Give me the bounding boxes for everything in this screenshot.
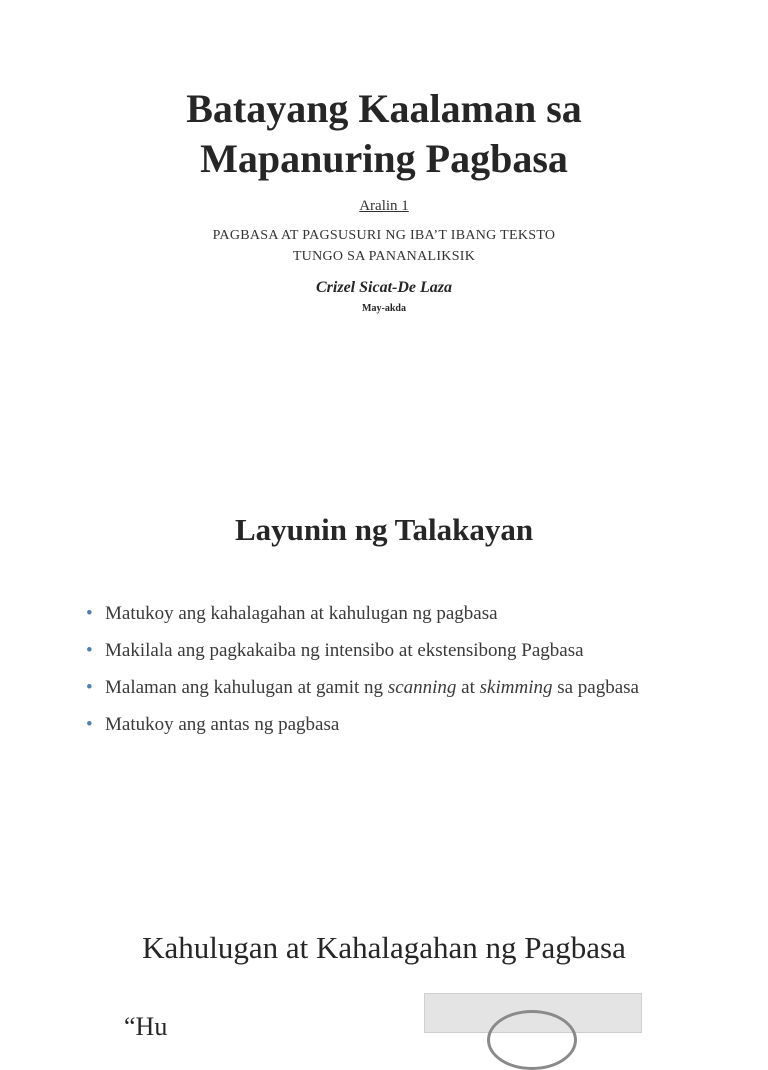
objective-text: Makilala ang pagkakaiba ng intensibo at ekstensibong Pagbasa	[105, 640, 584, 661]
author-role: May-akda	[362, 303, 406, 314]
objective-text-part: at	[456, 677, 480, 698]
objective-text: Matukoy ang antas ng pagbasa	[105, 714, 340, 735]
main-title-line-2: Mapanuring Pagbasa	[200, 136, 568, 181]
photo-shape	[487, 1010, 577, 1070]
definition-slide	[0, 930, 768, 1041]
slide-photo	[424, 993, 642, 1033]
objective-term-scanning: scanning	[387, 677, 457, 698]
objective-term-skimming: skimming	[479, 677, 553, 698]
objective-text-part: Malaman ang kahulugan at gamit ng	[105, 677, 388, 698]
author-name: Crizel Sicat-De Laza	[316, 279, 452, 296]
list-item	[86, 711, 666, 738]
subtitle-line-2: TUNGO SA PANANALIKSIK	[292, 249, 476, 264]
subtitle-line-1: PAGBASA AT PAGSUSURI NG IBA’T IBANG TEKSTO	[212, 228, 556, 243]
definition-title: Kahulugan at Kahalagahan ng Pagbasa	[142, 930, 626, 965]
objectives-list	[0, 600, 666, 738]
bullet-dot-icon: •	[86, 603, 93, 624]
main-title	[84, 84, 684, 184]
title-slide	[0, 84, 768, 344]
bullet-dot-icon: •	[86, 714, 93, 735]
bullet-dot-icon: •	[86, 640, 93, 661]
bullet-dot-icon: •	[86, 677, 93, 698]
list-item	[86, 600, 666, 627]
subtitle	[144, 225, 624, 267]
list-item	[86, 674, 666, 701]
list-item	[86, 637, 666, 664]
lesson-label: Aralin 1	[359, 198, 409, 214]
objective-text-part: sa pagbasa	[552, 677, 639, 698]
quote-text-start: “Hu	[124, 1012, 168, 1041]
objectives-slide	[0, 512, 768, 802]
objectives-title: Layunin ng Talakayan	[234, 512, 534, 547]
main-title-line-1: Batayang Kaalaman sa	[186, 86, 582, 131]
objective-text: Matukoy ang kahalagahan at kahulugan ng pagbasa	[105, 603, 498, 624]
